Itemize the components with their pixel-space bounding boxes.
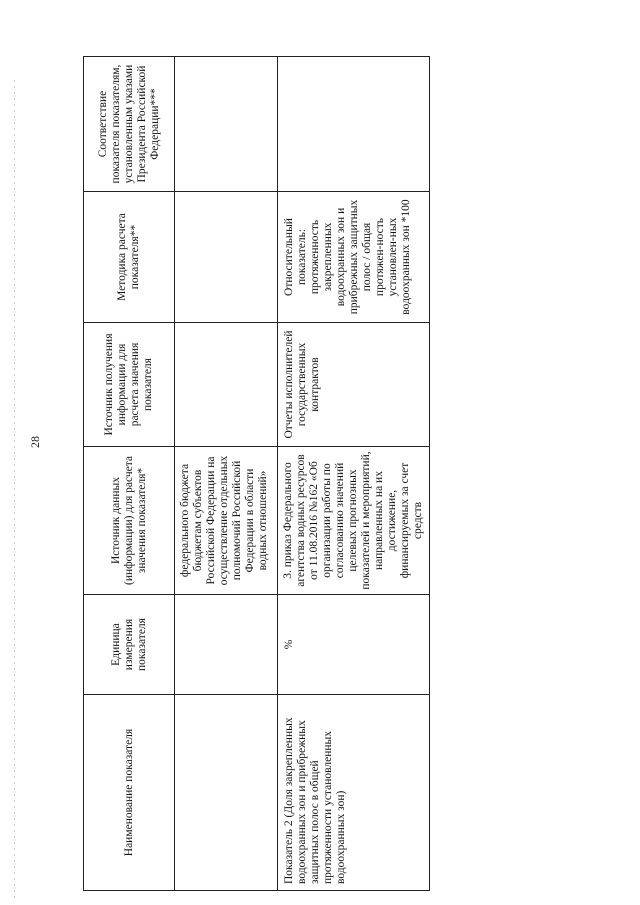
cell-unit	[175, 595, 278, 695]
header-data-source: Источник данных (информации) для расчета значения показателя*	[84, 447, 175, 595]
header-compliance: Соответствие показателя показателям, установленным указами Президента Российской Федерации***	[84, 57, 175, 192]
cell-info-source: Отчеты исполнителей государственных контрактов	[278, 323, 430, 447]
cell-compliance	[175, 57, 278, 192]
cell-method: Относительный показатель: протяженность закрепленных водоохранных зон и прибрежных защитных полос / общая протяжен-ность установлен-ных водоохранных зон *100	[278, 192, 430, 323]
table-row	[175, 57, 278, 891]
indicators-table	[83, 56, 430, 891]
cell-name: Показатель 2 (Доля закрепленных водоохранных зон и прибрежных защитных полос в общей протяженности установленных водоохранных зон)	[278, 695, 430, 891]
cell-compliance	[278, 57, 430, 192]
scan-edge-line	[14, 80, 15, 900]
cell-data-source: федерального бюджета бюджетам субъектов Российской Федерации на осуществление отдельных полномочий Российской Федерации в области водных отношений»	[175, 447, 278, 595]
cell-info-source	[175, 323, 278, 447]
header-info-source: Источник получения информации для расчета значения показателя	[84, 323, 175, 447]
cell-method	[175, 192, 278, 323]
header-unit: Единица измерения показателя	[84, 595, 175, 695]
header-method: Методика расчета показателя**	[84, 192, 175, 323]
table-row	[278, 57, 430, 891]
cell-name	[175, 695, 278, 891]
cell-data-source: 3. приказ Федерального агентства водных ресурсов от 11.08.2016 №162 «Об организации работы по согласованию значений целевых прогнозных показателей и мероприятий, направленных на их достижение, финансируемых за счет средств	[278, 447, 430, 595]
table-header-row	[84, 57, 175, 891]
rotated-table-container	[83, 57, 424, 891]
page-number: 28	[28, 436, 42, 448]
cell-unit: %	[278, 595, 430, 695]
header-indicator-name: Наименование показателя	[84, 695, 175, 891]
